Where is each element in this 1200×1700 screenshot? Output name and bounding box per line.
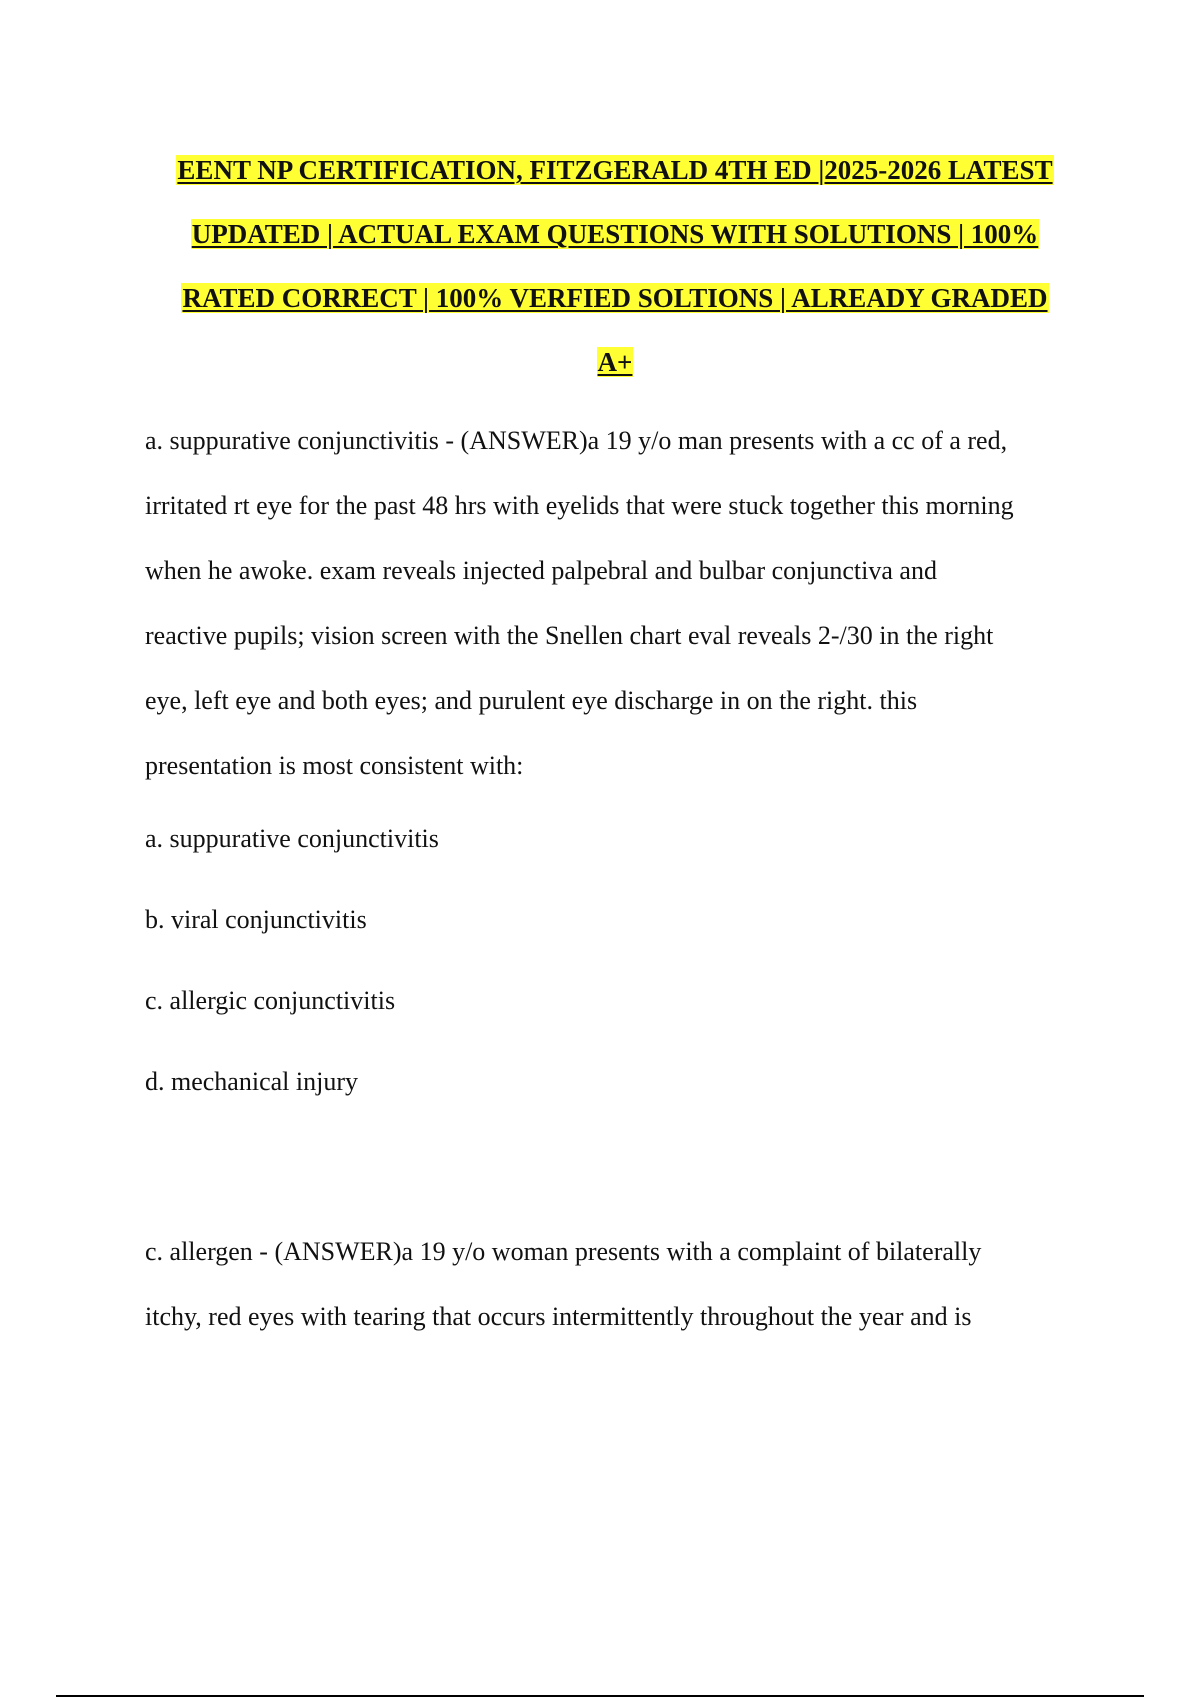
answer-option-c: c. allergic conjunctivitis xyxy=(145,986,396,1015)
title-line-text: UPDATED | ACTUAL EXAM QUESTIONS WITH SOLUTIONS | 100% xyxy=(191,219,1039,249)
question-block-2 xyxy=(145,1219,1105,1349)
title-line xyxy=(140,266,1090,330)
page-bottom-rule xyxy=(56,1695,1144,1697)
stem-line: itchy, red eyes with tearing that occurs intermittently throughout the year and is xyxy=(145,1302,972,1331)
title-line xyxy=(140,202,1090,266)
answer-option-b: b. viral conjunctivitis xyxy=(145,905,367,934)
stem-line: eye, left eye and both eyes; and purulent eye discharge in on the right. this xyxy=(145,686,918,715)
stem-line: reactive pupils; vision screen with the Snellen chart eval reveals 2-/30 in the right xyxy=(145,621,994,650)
answer-option-a: a. suppurative conjunctivitis xyxy=(145,824,439,853)
title-line xyxy=(140,330,1090,394)
title-line xyxy=(140,138,1090,202)
stem-line: presentation is most consistent with: xyxy=(145,751,524,780)
stem-line: a. suppurative conjunctivitis - (ANSWER)a 19 y/o man presents with a cc of a red, xyxy=(145,426,1008,455)
answer-options xyxy=(145,798,1105,1122)
stem-line: irritated rt eye for the past 48 hrs with eyelids that were stuck together this morning xyxy=(145,491,1014,520)
title-line-text: EENT NP CERTIFICATION, FITZGERALD 4TH ED |2025-2026 LATEST xyxy=(177,155,1053,185)
question-stem xyxy=(145,408,1105,798)
stem-line: when he awoke. exam reveals injected palpebral and bulbar conjunctiva and xyxy=(145,556,937,585)
document-title xyxy=(140,138,1090,394)
stem-line: c. allergen - (ANSWER)a 19 y/o woman presents with a complaint of bilaterally xyxy=(145,1237,982,1266)
title-line-text: A+ xyxy=(597,347,633,377)
answer-option-d: d. mechanical injury xyxy=(145,1067,358,1096)
question-stem xyxy=(145,1219,1105,1349)
question-block-1 xyxy=(145,408,1105,1122)
title-line-text: RATED CORRECT | 100% VERFIED SOLTIONS | ALREADY GRADED xyxy=(182,283,1048,313)
